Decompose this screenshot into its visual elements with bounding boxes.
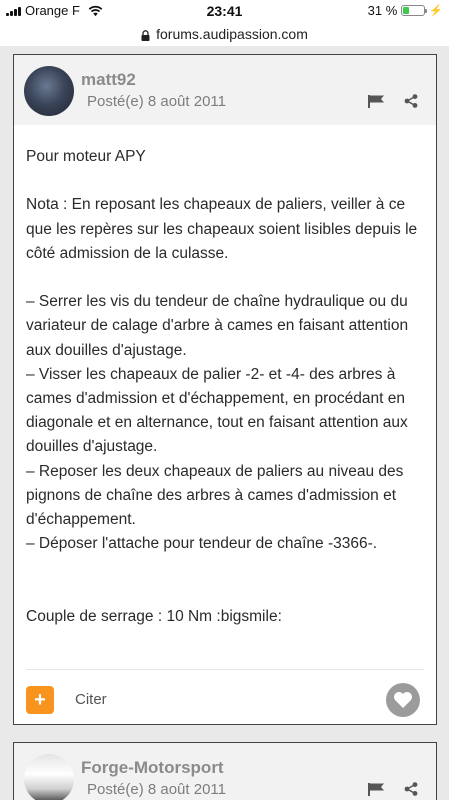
post-date[interactable]: Posté(e) 8 août 2011 [87, 781, 226, 798]
author-name[interactable]: Forge-Motorsport [81, 758, 224, 777]
carrier-name: Orange F [25, 3, 80, 18]
status-bar [0, 0, 449, 22]
post-header [14, 55, 436, 125]
heart-icon [393, 691, 413, 709]
quote-button[interactable]: + [26, 686, 54, 714]
share-icon[interactable] [404, 782, 418, 796]
post-header [14, 743, 436, 800]
url-text[interactable]: forums.audipassion.com [156, 26, 308, 42]
address-bar[interactable] [0, 22, 449, 46]
forum-post [13, 54, 437, 725]
like-button[interactable] [386, 683, 420, 717]
author-name[interactable]: matt92 [81, 70, 136, 89]
battery-percent: 31 % [367, 3, 398, 18]
clock: 23:41 [206, 3, 243, 19]
avatar[interactable] [24, 66, 74, 116]
forum-post [13, 742, 437, 800]
post-footer [14, 670, 436, 730]
post-content: Pour moteur APY Nota : En reposant les chapeaux de paliers, veiller à ce que les repères sur les chapeaux soient lisibles depuis le côté admission de la culasse. – Serrer les vis du tendeur de chaîne hydraulique ou du variateur de calage d'arbre à cames en faisant attention aux douilles d'ajustage. – Visser les chapeaux de palier -2- et -4- des arbres à cames d'admission et d'échappement, en procédant en diagonale et en alternance, tout en faisant attention aux douilles d'ajustage. – Reposer les deux chapeaux de paliers au niveau des pignons de chaîne des arbres à cames d'admission et d'échappement. – Déposer l'attache pour tendeur de chaîne -3366-. Couple de serrage : 10 Nm :bigsmile: [26, 148, 418, 625]
avatar[interactable] [24, 754, 74, 800]
flag-icon[interactable] [368, 95, 385, 108]
share-icon[interactable] [404, 94, 418, 108]
charging-bolt-icon: ⚡ [429, 5, 443, 17]
battery-icon [401, 5, 425, 16]
lock-icon [141, 30, 150, 41]
post-date[interactable]: Posté(e) 8 août 2011 [87, 93, 226, 110]
flag-icon[interactable] [368, 783, 385, 796]
quote-label[interactable]: Citer [75, 691, 107, 708]
